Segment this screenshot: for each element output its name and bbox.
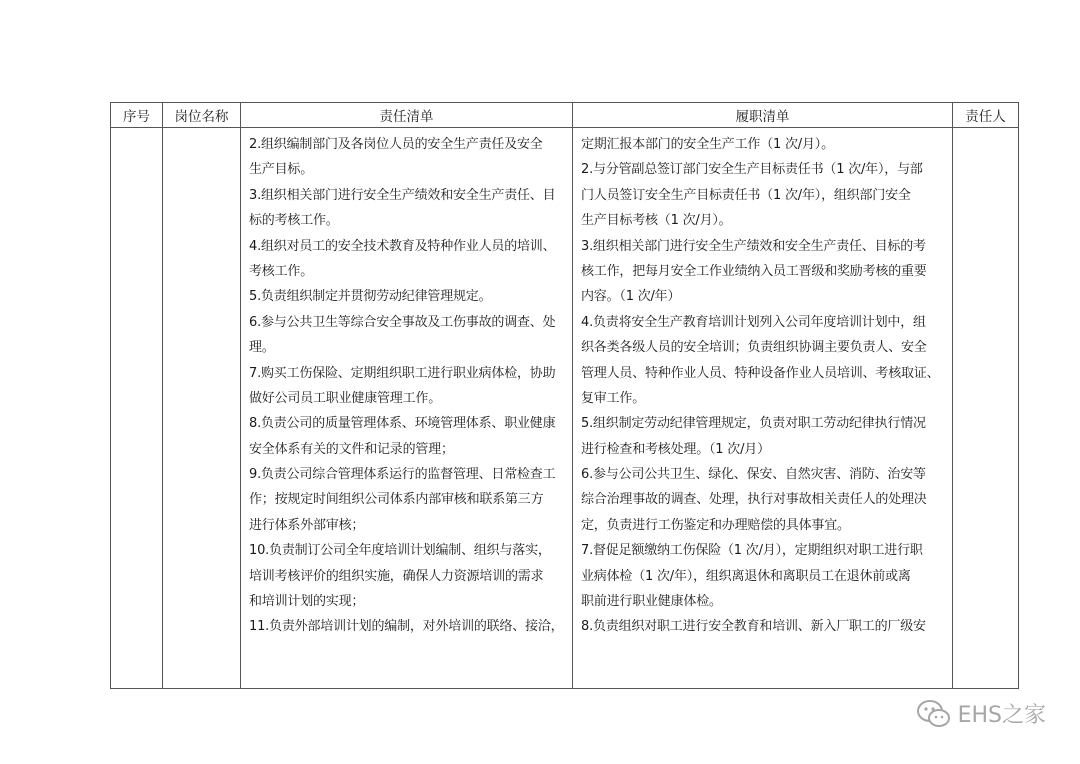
duty-line: 管理人员、特种作业人员、特种设备作业人员培训、考核取证、 xyxy=(581,365,940,381)
responsibility-table xyxy=(110,102,1019,689)
responsibility-line: 9.负责公司综合管理体系运行的监督管理、日常检查工 xyxy=(249,467,556,483)
responsibility-line: 3.组织相关部门进行安全生产绩效和安全生产责任、目 xyxy=(249,187,556,203)
duty-line: 生产目标考核（1 次/月）。 xyxy=(581,213,732,229)
duty-line: 定，负责进行工伤鉴定和办理赔偿的具体事宜。 xyxy=(581,517,850,533)
cell-responsibilities xyxy=(241,128,573,689)
cell-owner xyxy=(953,128,1019,689)
responsibility-line: 考核工作。 xyxy=(249,263,314,279)
duty-line: 核工作，把每月安全工作业绩纳入员工晋级和奖励考核的重要 xyxy=(581,263,927,279)
responsibility-line: 7.购买工伤保险、定期组织职工进行职业病体检，协助 xyxy=(249,365,556,381)
responsibility-line: 和培训计划的实现； xyxy=(249,594,365,610)
header-position: 岗位名称 xyxy=(163,103,241,128)
duty-line: 综合治理事故的调查、处理，执行对事故相关责任人的处理决 xyxy=(581,492,927,508)
header-row xyxy=(111,103,1019,128)
duty-line: 4.负责将安全生产教育培训计划列入公司年度培训计划中，组 xyxy=(581,314,926,330)
duty-line: 2.与分管副总签订部门安全生产目标责任书（1 次/年），与部 xyxy=(581,162,923,178)
responsibility-line: 作；按规定时间组织公司体系内部审核和联系第三方 xyxy=(249,492,544,508)
duty-line: 门人员签订安全生产目标责任书（1 次/年），组织部门安全 xyxy=(581,187,911,203)
duty-line: 进行检查和考核处理。（1 次/月） xyxy=(581,441,770,457)
duties-list xyxy=(573,128,952,640)
watermark-text: EHS之家 xyxy=(957,703,1046,728)
duty-line: 内容。（1 次/年） xyxy=(581,289,681,305)
responsibility-line: 生产目标。 xyxy=(249,162,314,178)
header-owner: 责任人 xyxy=(953,103,1019,128)
responsibility-line: 8.负责公司的质量管理体系、环境管理体系、职业健康 xyxy=(249,416,556,432)
duty-line: 7.督促足额缴纳工伤保险（1 次/月），定期组织对职工进行职 xyxy=(581,543,923,559)
header-responsibilities: 责任清单 xyxy=(241,103,573,128)
responsibility-line: 5.负责组织制定并贯彻劳动纪律管理规定。 xyxy=(249,289,492,305)
responsibility-line: 进行体系外部审核； xyxy=(249,517,365,533)
duty-line: 5.组织制定劳动纪律管理规定，负责对职工劳动纪律执行情况 xyxy=(581,416,926,432)
header-seq: 序号 xyxy=(111,103,163,128)
responsibility-line: 安全体系有关的文件和记录的管理； xyxy=(249,441,454,457)
responsibilities-list xyxy=(241,128,572,640)
responsibility-line: 11.负责外部培训计划的编制，对外培训的联络、接洽， xyxy=(249,619,564,635)
responsibility-line: 理。 xyxy=(249,340,275,356)
responsibility-line: 10.负责制订公司全年度培训计划编制、组织与落实， xyxy=(249,543,551,559)
duty-line: 定期汇报本部门的安全生产工作（1 次/月）。 xyxy=(581,137,834,152)
responsibility-line: 2.组织编制部门及各岗位人员的安全生产责任及安全 xyxy=(249,137,543,152)
duty-line: 3.组织相关部门进行安全生产绩效和安全生产责任、目标的考 xyxy=(581,238,926,254)
header-duties: 履职清单 xyxy=(573,103,953,128)
duty-line: 职前进行职业健康体检。 xyxy=(581,594,722,610)
responsibility-line: 4.组织对员工的安全技术教育及特种作业人员的培训、 xyxy=(249,238,556,254)
responsibility-line: 培训考核评价的组织实施，确保人力资源培训的需求 xyxy=(249,568,544,584)
cell-seq xyxy=(111,128,163,689)
wechat-icon xyxy=(916,699,952,729)
duty-line: 业病体检（1 次/年），组织离退休和离职员工在退休前或离 xyxy=(581,568,911,584)
responsibility-line: 6.参与公共卫生等综合安全事故及工伤事故的调查、处 xyxy=(249,314,556,330)
watermark xyxy=(916,698,1046,729)
duty-line: 6.参与公司公共卫生、绿化、保安、自然灾害、消防、治安等 xyxy=(581,467,926,483)
duty-line: 复审工作。 xyxy=(581,390,646,406)
responsibility-line: 做好公司员工职业健康管理工作。 xyxy=(249,390,442,406)
cell-position xyxy=(163,128,241,689)
table-row xyxy=(111,128,1019,689)
duty-line: 织各类各级人员的安全培训；负责组织协调主要负责人、安全 xyxy=(581,340,927,356)
responsibility-line: 标的考核工作。 xyxy=(249,213,339,229)
cell-duties xyxy=(573,128,953,689)
duty-line: 8.负责组织对职工进行安全教育和培训、新入厂职工的厂级安 xyxy=(581,619,926,635)
